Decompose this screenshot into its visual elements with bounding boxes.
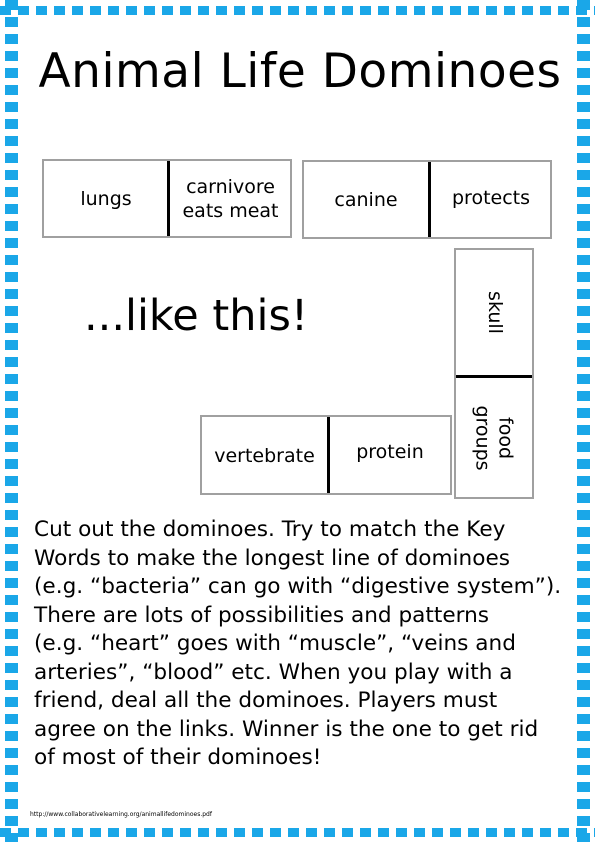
decorative-border-top	[0, 6, 595, 15]
domino-half-skull	[456, 250, 532, 374]
domino-lungs-carnivore	[42, 159, 292, 238]
page-title: Animal Life Dominoes	[38, 44, 562, 99]
decorative-border-right	[577, 0, 590, 842]
instructions-text: Cut out the dominoes. Try to match the Key Words to make the longest line of dominoes (e.g. “bacteria” can go with “digestive system”). There are lots of possibilities and patterns (e.g. “heart” goes with “muscle”, “veins and arteries”, “blood” etc. When you play with a friend, deal all the dominoes. Players must agree on the links. Winner is the one to get rid of most of their dominoes!	[34, 517, 562, 770]
domino-text-food-groups: food groups	[472, 404, 517, 471]
source-url: http://www.collaborativelearning.org/animallifedominoes.pdf	[30, 811, 212, 818]
domino-half-vertebrate: vertebrate	[214, 445, 315, 467]
domino-canine-protects	[302, 160, 552, 239]
domino-skull-foodgroups	[454, 248, 534, 499]
decorative-border-left	[5, 0, 18, 842]
domino-half-protects: protects	[451, 187, 530, 209]
domino-divider	[428, 162, 431, 237]
domino-half-food-groups	[456, 378, 532, 497]
domino-divider	[167, 161, 170, 236]
domino-half-canine: canine	[334, 188, 398, 211]
domino-half-carnivore: carnivore eats meat	[182, 175, 279, 222]
domino-half-lungs: lungs	[80, 187, 132, 210]
example-caption: ...like this!	[84, 291, 309, 341]
decorative-border-bottom	[0, 828, 595, 837]
domino-half-protein: protein	[356, 441, 424, 463]
domino-vertebrate-protein	[200, 415, 452, 495]
domino-text-skull: skull	[483, 290, 506, 334]
